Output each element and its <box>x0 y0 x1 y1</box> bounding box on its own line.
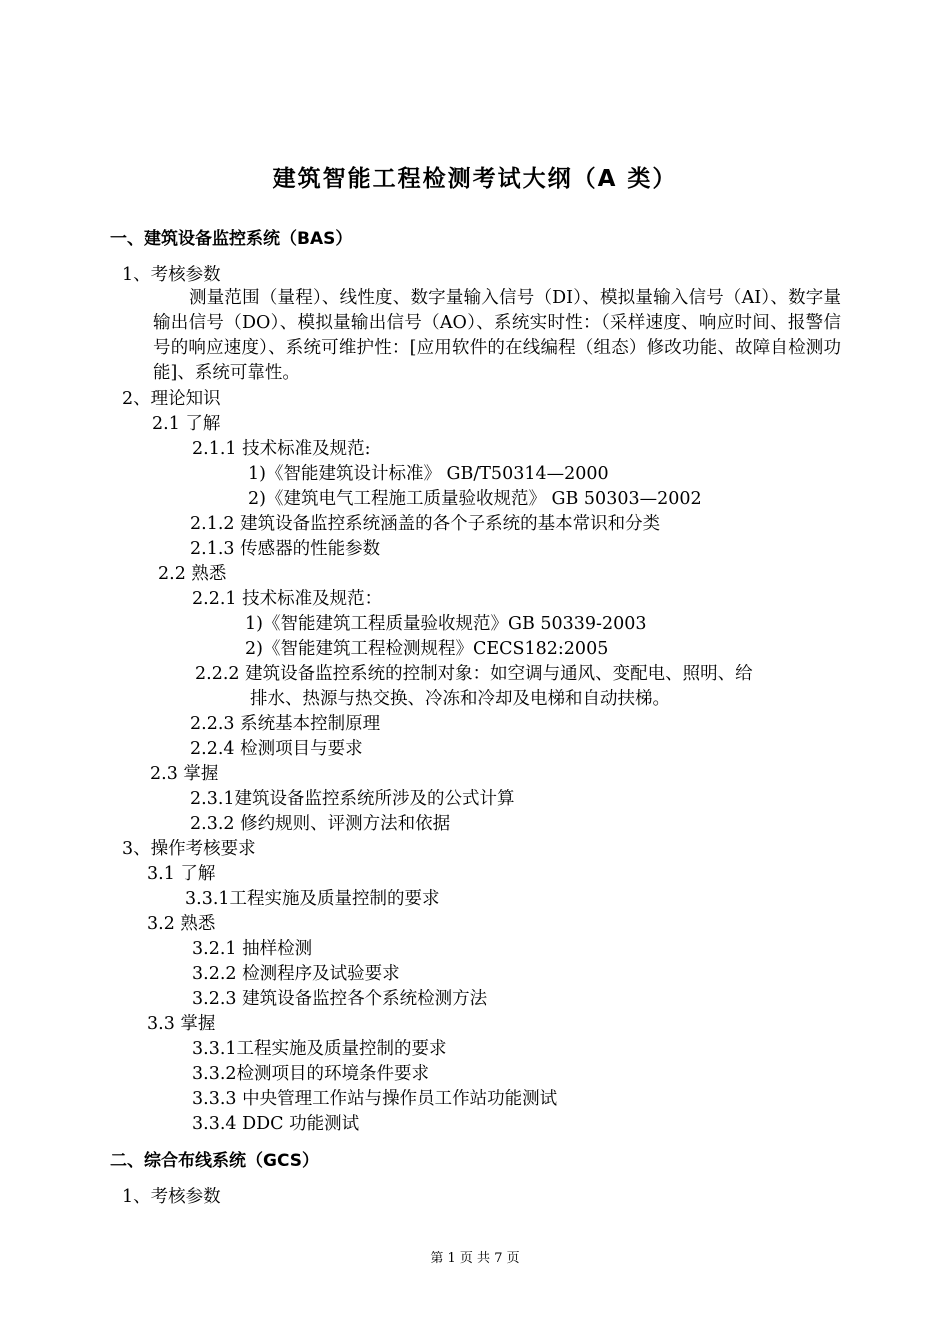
list-item: 2.3.2 修约规则、评测方法和依据 <box>190 814 451 834</box>
subsection-heading: 3.1 了解 <box>147 864 216 884</box>
list-item-continuation: 排水、热源与热交换、冷冻和冷却及电梯和自动扶梯。 <box>250 689 670 709</box>
section-heading-bas: 一、建筑设备监控系统（BAS） <box>110 229 353 249</box>
section-heading-gcs: 二、综合布线系统（GCS） <box>110 1151 319 1171</box>
item-label: 2、理论知识 <box>122 389 221 409</box>
item-label: 3、操作考核要求 <box>122 839 256 859</box>
list-item: 3.2.2 检测程序及试验要求 <box>192 964 400 984</box>
list-item: 1)《智能建筑工程质量验收规范》GB 50339-2003 <box>245 614 647 634</box>
document-title: 建筑智能工程检测考试大纲（A 类） <box>272 166 678 192</box>
list-item: 3.3.4 DDC 功能测试 <box>192 1114 360 1134</box>
list-item: 2.1.3 传感器的性能参数 <box>190 539 381 559</box>
list-item: 3.2.3 建筑设备监控各个系统检测方法 <box>192 989 488 1009</box>
list-item: 1)《智能建筑设计标准》 GB/T50314—2000 <box>248 464 609 484</box>
subsection-heading: 2.3 掌握 <box>150 764 219 784</box>
list-item: 2.1.2 建筑设备监控系统涵盖的各个子系统的基本常识和分类 <box>190 514 661 534</box>
list-item: 3.2.1 抽样检测 <box>192 939 313 959</box>
list-item: 2.3.1建筑设备监控系统所涉及的公式计算 <box>190 789 515 809</box>
page-footer: 第 1 页 共 7 页 <box>430 1251 520 1266</box>
item-label: 1、考核参数 <box>122 265 221 285</box>
list-item: 3.3.3 中央管理工作站与操作员工作站功能测试 <box>192 1089 558 1109</box>
list-item: 2.2.3 系统基本控制原理 <box>190 714 381 734</box>
list-item: 2.2.2 建筑设备监控系统的控制对象：如空调与通风、变配电、照明、给 <box>195 664 753 684</box>
subsection-heading: 3.2 熟悉 <box>147 914 216 934</box>
subsection-heading: 2.1 了解 <box>152 414 221 434</box>
list-item: 3.3.2检测项目的环境条件要求 <box>192 1064 430 1084</box>
subsection-heading: 2.2 熟悉 <box>158 564 227 584</box>
item-label: 1、考核参数 <box>122 1187 221 1207</box>
list-item: 2.1.1 技术标准及规范: <box>192 439 371 459</box>
list-item: 3.3.1工程实施及质量控制的要求 <box>185 889 440 909</box>
list-item: 2.2.4 检测项目与要求 <box>190 739 363 759</box>
body-paragraph: 测量范围（量程）、线性度、数字量输入信号（DI）、模拟量输入信号（AI）、数字量输出信号（DO）、模拟量输出信号（AO）、系统实时性：（采样速度、响应时间、报警信号的响应速度）、系统可维护性：[应用软件的在线编程（组态）修改功能、故障自检测功能]、系统可靠性。 <box>153 288 841 383</box>
list-item: 2.2.1 技术标准及规范： <box>192 589 383 609</box>
list-item: 2)《建筑电气工程施工质量验收规范》 GB 50303—2002 <box>248 489 702 509</box>
list-item: 3.3.1工程实施及质量控制的要求 <box>192 1039 447 1059</box>
list-item: 2)《智能建筑工程检测规程》CECS182:2005 <box>245 639 609 659</box>
subsection-heading: 3.3 掌握 <box>147 1014 216 1034</box>
